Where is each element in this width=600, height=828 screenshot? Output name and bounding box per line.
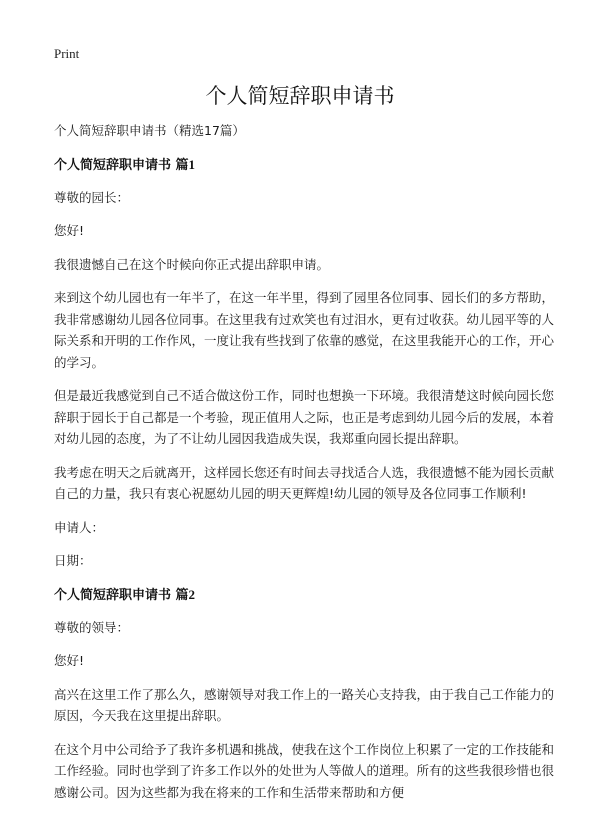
section-1 — [54, 154, 554, 572]
section-heading-text: 个人简短辞职申请书 篇 — [54, 587, 189, 603]
section-heading — [54, 584, 554, 606]
salutation: 尊敬的领导： — [54, 619, 130, 635]
applicant-line: 申请人： — [54, 519, 105, 535]
salutation: 尊敬的园长： — [54, 189, 130, 205]
body-paragraph: 我很遗憾自己在这个时候向你正式提出辞职申请。 — [54, 256, 330, 272]
section-heading — [54, 154, 554, 176]
greeting: 您好! — [54, 653, 85, 668]
print-link[interactable]: Print — [54, 46, 80, 61]
body-paragraph: 在这个月中公司给予了我许多机遇和挑战，使我在这个工作岗位上积累了一定的工作技能和工作经验。同时也学到了许多工作以外的处世为人等做人的道理。所有的这些我很珍惜也很感谢公司。因为这些都为我在将来的工作和生活带来帮助和方便 — [54, 741, 555, 800]
body-paragraph: 我考虑在明天之后就离开，这样园长您还有时间去寻找适合人选，我很遗憾不能为园长贡献自己的力量，我只有衷心祝愿幼儿园的明天更辉煌!幼儿园的领导及各位同事工作顺利! — [54, 464, 555, 501]
section-number: 2 — [188, 586, 196, 602]
date-line: 日期： — [54, 553, 92, 568]
greeting: 您好! — [54, 223, 85, 238]
body-paragraph: 来到这个幼儿园也有一年半了，在这一年半里，得到了园里各位同事、园长们的多方帮助，我非常感谢幼儿园各位同事。在这里我有过欢笑也有过泪水，更有过收获。幼儿园平等的人际关系和开明的工作作风，一度让我有些找到了依靠的感觉，在这里我能开心的工作，开心的学习。 — [54, 290, 555, 370]
document-body — [54, 120, 554, 815]
page-title: 个人简短辞职申请书 — [205, 84, 395, 108]
document-subtitle: 个人简短辞职申请书（精选17篇） — [54, 123, 245, 138]
body-paragraph: 高兴在这里工作了那么久，感谢领导对我工作上的一路关心支持我，由于我自己工作能力的原因，今天我在这里提出辞职。 — [54, 686, 555, 723]
section-heading-text: 个人简短辞职申请书 篇 — [54, 157, 189, 173]
body-paragraph: 但是最近我感觉到自己不适合做这份工作，同时也想换一下环境。我很清楚这时候向园长您辞职于园长于自己都是一个考验，现正值用人之际，也正是考虑到幼儿园今后的发展，本着对幼儿园的态度，为了不让幼儿园因我造成失误，我郑重向园长提出辞职。 — [54, 388, 555, 446]
section-number: 1 — [188, 156, 196, 172]
section-2 — [54, 584, 554, 804]
